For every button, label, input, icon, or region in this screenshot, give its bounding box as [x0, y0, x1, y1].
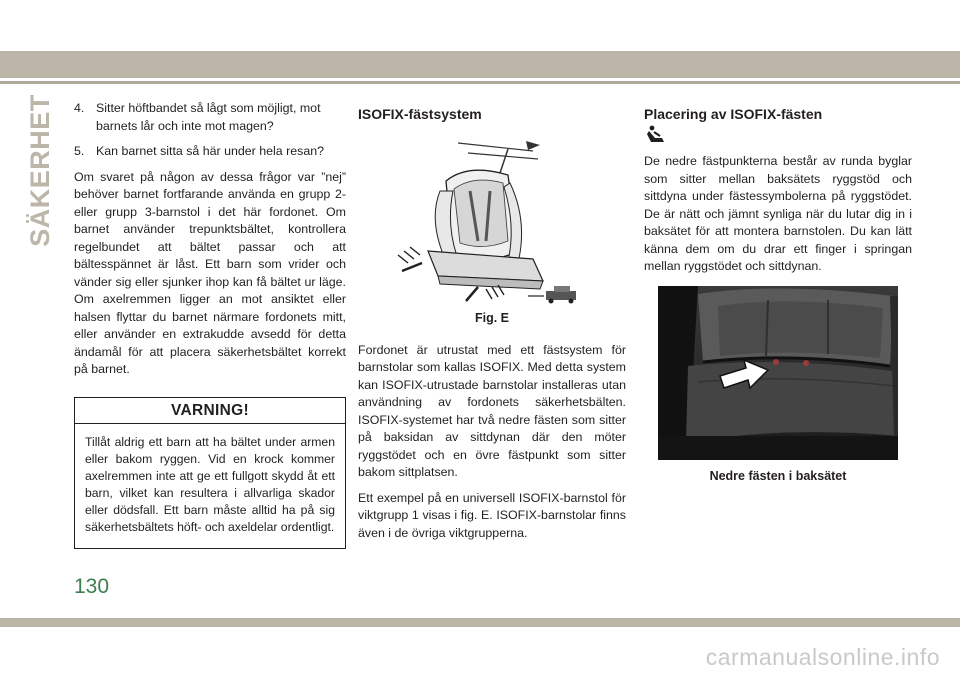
- figure-e: [358, 131, 626, 306]
- body-paragraph: Fordonet är utrustat med ett fästsystem för barnstolar som kallas ISOFIX. Med detta system kan ISOFIX-utrustade barnstolar installeras utan användning av fordonets säkerhetsbälten. ISOFIX-systemet har två nedre fästen som sitter på baksidan av sittdynan där den möter ryggstödet och en övre fästpunkt som sitter bakom sittplatsen.: [358, 342, 626, 479]
- warning-box: [74, 397, 346, 550]
- list-number: 5.: [74, 144, 85, 158]
- body-paragraph: De nedre fästpunkterna består av runda byglar som sitter mellan baksätets ryggstöd och sittdyna under fästessymbolerna på ryggstödet. De är nätt och jämnt synliga när du lutar dig in i baksätet för att montera barnstolen. Du kan lätt känna dem om du drar ett finger i springan mellan ryggstödet och sittdynan.: [644, 154, 912, 273]
- footer-band: [0, 618, 960, 627]
- body-paragraph: Om svaret på någon av dessa frågor var ”nej” behöver barnet fortfarande använda en grupp 2- eller grupp 3-barnstol i det här fordonet. Om barnet använder trepunktsbältet, kontrollera regelbundet att bältet passar och att bältesspännet är låst. Ett barn som vrider och vänder sig eller sjunker ihop kan få bältet ur läge. Om axelremmen ligger an mot ansiktet eller halsen flyttar du barnet närmare fordonets mitt, eller använder en extrakudde avsedd för detta ändamål för att placera säkerhetsbältet korrekt på barnet.: [74, 169, 346, 376]
- list-text: Kan barnet sitta så här under hela resan?: [96, 144, 324, 158]
- list-number: 4.: [74, 101, 85, 115]
- section-tab: [20, 93, 60, 247]
- rear-seat-photo: [658, 286, 898, 460]
- header-rule: [0, 81, 960, 84]
- list-text: Sitter höftbandet så lågt som möjligt, mot barnets lår och inte mot magen?: [96, 101, 321, 133]
- column-3: [644, 100, 912, 485]
- list-item: [74, 143, 346, 161]
- section-heading: Placering av ISOFIX-fästen: [644, 106, 823, 122]
- watermark: carmanualsonline.info: [705, 644, 940, 670]
- section-heading: ISOFIX-fästsystem: [358, 106, 482, 122]
- page-top-margin: [0, 0, 960, 50]
- page-number: 130: [74, 575, 110, 598]
- column-2: [358, 100, 626, 550]
- child-seat-illustration: [358, 131, 626, 306]
- header-band: [0, 51, 960, 78]
- column-1: [74, 100, 346, 549]
- body-paragraph: Ett exempel på en universell ISOFIX-barnstol för viktgrupp 1 visas i fig. E. ISOFIX-barnstolar finns även i de övriga viktgrupperna.: [358, 490, 626, 540]
- warning-title: VARNING!: [75, 398, 345, 425]
- warning-text: Tillåt aldrig ett barn att ha bältet under armen eller bakom ryggen. Vid en krock kommer axelremmen inte att ge ett fullgott skydd åt ett barn, vilket kan resultera i allvarliga skador eller dödsfall. Ett barn måste alltid ha på sig säkerhetsbältets höft- och axeldelar ordentligt.: [85, 435, 335, 534]
- child-seat-icon: [646, 125, 666, 145]
- figure-caption: Fig. E: [474, 311, 510, 325]
- photo-caption: Nedre fästen i baksätet: [709, 468, 847, 483]
- section-label: SÄKERHET: [24, 93, 55, 247]
- list-item: [74, 100, 346, 135]
